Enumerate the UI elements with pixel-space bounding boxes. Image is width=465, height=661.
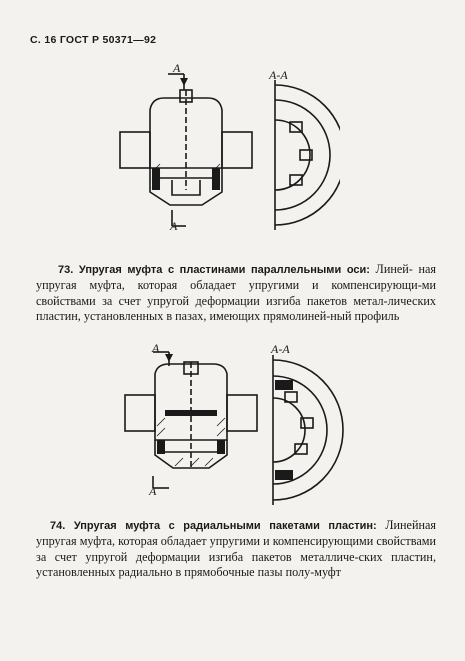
figure-74-view-label: А-А xyxy=(271,342,290,356)
figure-73-view-label: А-А xyxy=(269,68,288,82)
figure-73-section-bottom-label: A xyxy=(170,219,178,233)
figure-74-section-bottom-label: A xyxy=(149,484,157,498)
item-73-term: Упругая муфта с пластинами параллельными оси: xyxy=(78,264,370,276)
item-74-term: Упругая муфта с радиальными пакетами пластин: xyxy=(73,520,377,532)
item-73-number: 73. xyxy=(58,264,74,276)
item-74-definition: упругая муфта, которая обладает упругими и компенсирующими свойствами за счет упругой деформации изгиба пакетов металличе-ских пластин, установленных радиально в прямобочные пазы полу-муфт xyxy=(36,534,436,580)
item-74-paragraph xyxy=(36,518,436,581)
figure-74-drawing xyxy=(105,340,345,510)
figure-73-section-left-label: A xyxy=(173,61,181,75)
item-73-definition-start: Линей- xyxy=(375,262,413,276)
page-header: С. 16 ГОСТ Р 50371—92 xyxy=(30,34,157,46)
item-74-number: 74. xyxy=(50,520,66,532)
figure-74-section-top-label: A xyxy=(152,341,160,355)
item-73-definition: ная упругая муфта, которая обладает упругими и компенсирующи-ми свойствами за счет упругой деформации изгиба пакетов метал-лических пластин, установленных в пазах, имеющих прямолиней-ный профиль xyxy=(36,262,437,324)
item-73-paragraph xyxy=(36,262,436,325)
item-74-definition-start: Линейная xyxy=(385,518,436,532)
figure-73-drawing xyxy=(100,60,340,235)
